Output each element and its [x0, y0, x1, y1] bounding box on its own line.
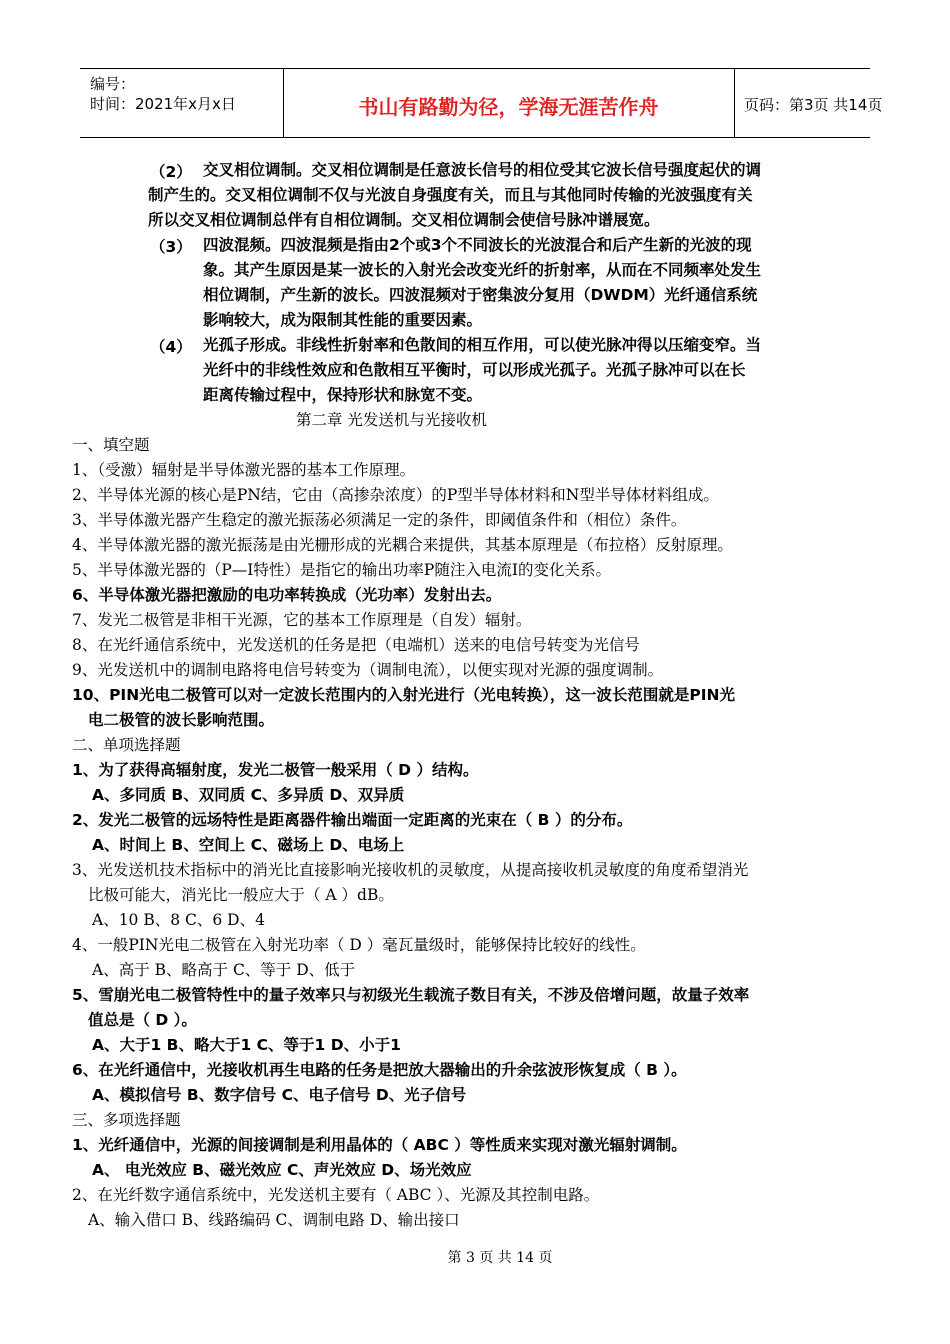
question-options: A、模拟信号 B、数字信号 C、电子信号 D、光子信号: [92, 1086, 467, 1104]
question: 2、在光纤数字通信系统中，光发送机主要有（ ABC ）、光源及其控制电路。: [72, 1186, 600, 1204]
question: 9、光发送机中的调制电路将电信号转变为（调制电流），以便实现对光源的强度调制。: [72, 661, 664, 679]
question: 10、PIN光电二极管可以对一定波长范围内的入射光进行（光电转换），这一波长范围就是PIN光: [72, 686, 736, 704]
question: 5、半导体激光器的（P—I特性）是指它的输出功率P随注入电流I的变化关系。: [72, 561, 611, 579]
question: 2、半导体光源的核心是PN结，它由（高掺杂浓度）的P型半导体材料和N型半导体材料组成。: [72, 486, 719, 504]
item-text-line: 交叉相位调制。交叉相位调制是任意波长信号的相位受其它波长信号强度起伏的调: [203, 161, 762, 179]
question: 4、半导体激光器的激光振荡是由光栅形成的光耦合来提供，其基本原理是（布拉格）反射原理。: [72, 536, 733, 554]
question-continuation: 比极可能大，消光比一般应大于（ A ）dB。: [88, 886, 394, 904]
question: 7、发光二极管是非相干光源，它的基本工作原理是（自发）辐射。: [72, 611, 532, 629]
header-motto-cell: [283, 69, 735, 137]
page-footer: 第 3 页 共 14 页: [447, 1250, 553, 1266]
question-options: A、输入借口 B、线路编码 C、调制电路 D、输出接口: [88, 1211, 460, 1229]
item-number: （4）: [150, 338, 192, 356]
header-info-cell: [80, 69, 284, 137]
item-text-line: 光孤子形成。非线性折射率和色散间的相互作用，可以使光脉冲得以压缩变窄。当: [203, 336, 762, 354]
section-title: 二、单项选择题: [72, 736, 181, 754]
date-label: 时间：2021年x月x日: [90, 95, 236, 113]
item-text-line: 所以交叉相位调制总伴有自相位调制。交叉相位调制会使信号脉冲谱展宽。: [148, 211, 660, 229]
question: 6、半导体激光器把激励的电功率转换成（光功率）发射出去。: [72, 586, 502, 604]
item-text-line: 象。其产生原因是某一波长的入射光会改变光纤的折射率，从而在不同频率处发生: [203, 261, 762, 279]
question-options: A、高于 B、略高于 C、等于 D、低于: [92, 961, 356, 979]
question: 4、一般PIN光电二极管在入射光功率（ D ）毫瓦量级时，能够保持比较好的线性。: [72, 936, 646, 954]
motto-text: 书山有路勤为径，学海无涯苦作舟: [358, 95, 659, 119]
question: 3、半导体激光器产生稳定的激光振荡必须满足一定的条件，即阈值条件和（相位）条件。: [72, 511, 687, 529]
question-options: A、时间上 B、空间上 C、磁场上 D、电场上: [92, 836, 405, 854]
question: 6、在光纤通信中，光接收机再生电路的任务是把放大器输出的升余弦波形恢复成（ B ）。: [72, 1061, 687, 1079]
item-text-line: 影响较大，成为限制其性能的重要因素。: [203, 311, 483, 329]
question: 1、（受激）辐射是半导体激光器的基本工作原理。: [72, 461, 416, 479]
question: 8、在光纤通信系统中，光发送机的任务是把（电端机）送来的电信号转变为光信号: [72, 636, 640, 654]
header-page-cell: [734, 69, 883, 137]
section-title: 一、填空题: [72, 436, 150, 454]
question: 1、光纤通信中，光源的间接调制是利用晶体的（ ABC ）等性质来实现对激光辐射调制。: [72, 1136, 687, 1154]
item-text-line: 四波混频。四波混频是指由2个或3个不同波长的光波混合和后产生新的光波的现: [203, 236, 752, 254]
question: 3、光发送机技术指标中的消光比直接影响光接收机的灵敏度，从提高接收机灵敏度的角度希望消光: [72, 861, 749, 879]
question-options: A、10 B、8 C、6 D、4: [92, 911, 265, 929]
question-continuation: 电二极管的波长影响范围。: [88, 711, 275, 729]
question-options: A、大于1 B、略大于1 C、等于1 D、小于1: [92, 1036, 401, 1054]
question: 2、发光二极管的远场特性是距离器件输出端面一定距离的光束在（ B ）的分布。: [72, 811, 633, 829]
item-text-line: 相位调制，产生新的波长。四波混频对于密集波分复用（DWDM）光纤通信系统: [203, 286, 758, 304]
item-number: （3）: [150, 238, 192, 256]
question-continuation: 值总是（ D ）。: [88, 1011, 197, 1029]
item-text-line: 光纤中的非线性效应和色散相互平衡时，可以形成光孤子。光孤子脉冲可以在长: [203, 361, 746, 379]
item-text-line: 制产生的。交叉相位调制不仅与光波自身强度有关，而且与其他同时传输的光波强度有关: [148, 186, 753, 204]
chapter-title: 第二章 光发送机与光接收机: [296, 411, 487, 429]
section-title: 三、多项选择题: [72, 1111, 181, 1129]
question-options: A、多同质 B、双同质 C、多异质 D、双异质: [92, 786, 405, 804]
page-header: [80, 68, 883, 138]
page-code: 页码：第3页 共14页: [744, 96, 883, 114]
question-options: A、 电光效应 B、磁光效应 C、声光效应 D、场光效应: [92, 1161, 472, 1179]
question: 1、为了获得高辐射度，发光二极管一般采用（ D ）结构。: [72, 761, 479, 779]
question: 5、雪崩光电二极管特性中的量子效率只与初级光生载流子数目有关，不涉及倍增问题，故量子效率: [72, 986, 750, 1004]
item-number: （2）: [150, 163, 192, 181]
item-text-line: 距离传输过程中，保持形状和脉宽不变。: [203, 386, 483, 404]
doc-number-label: 编号：: [90, 75, 136, 93]
